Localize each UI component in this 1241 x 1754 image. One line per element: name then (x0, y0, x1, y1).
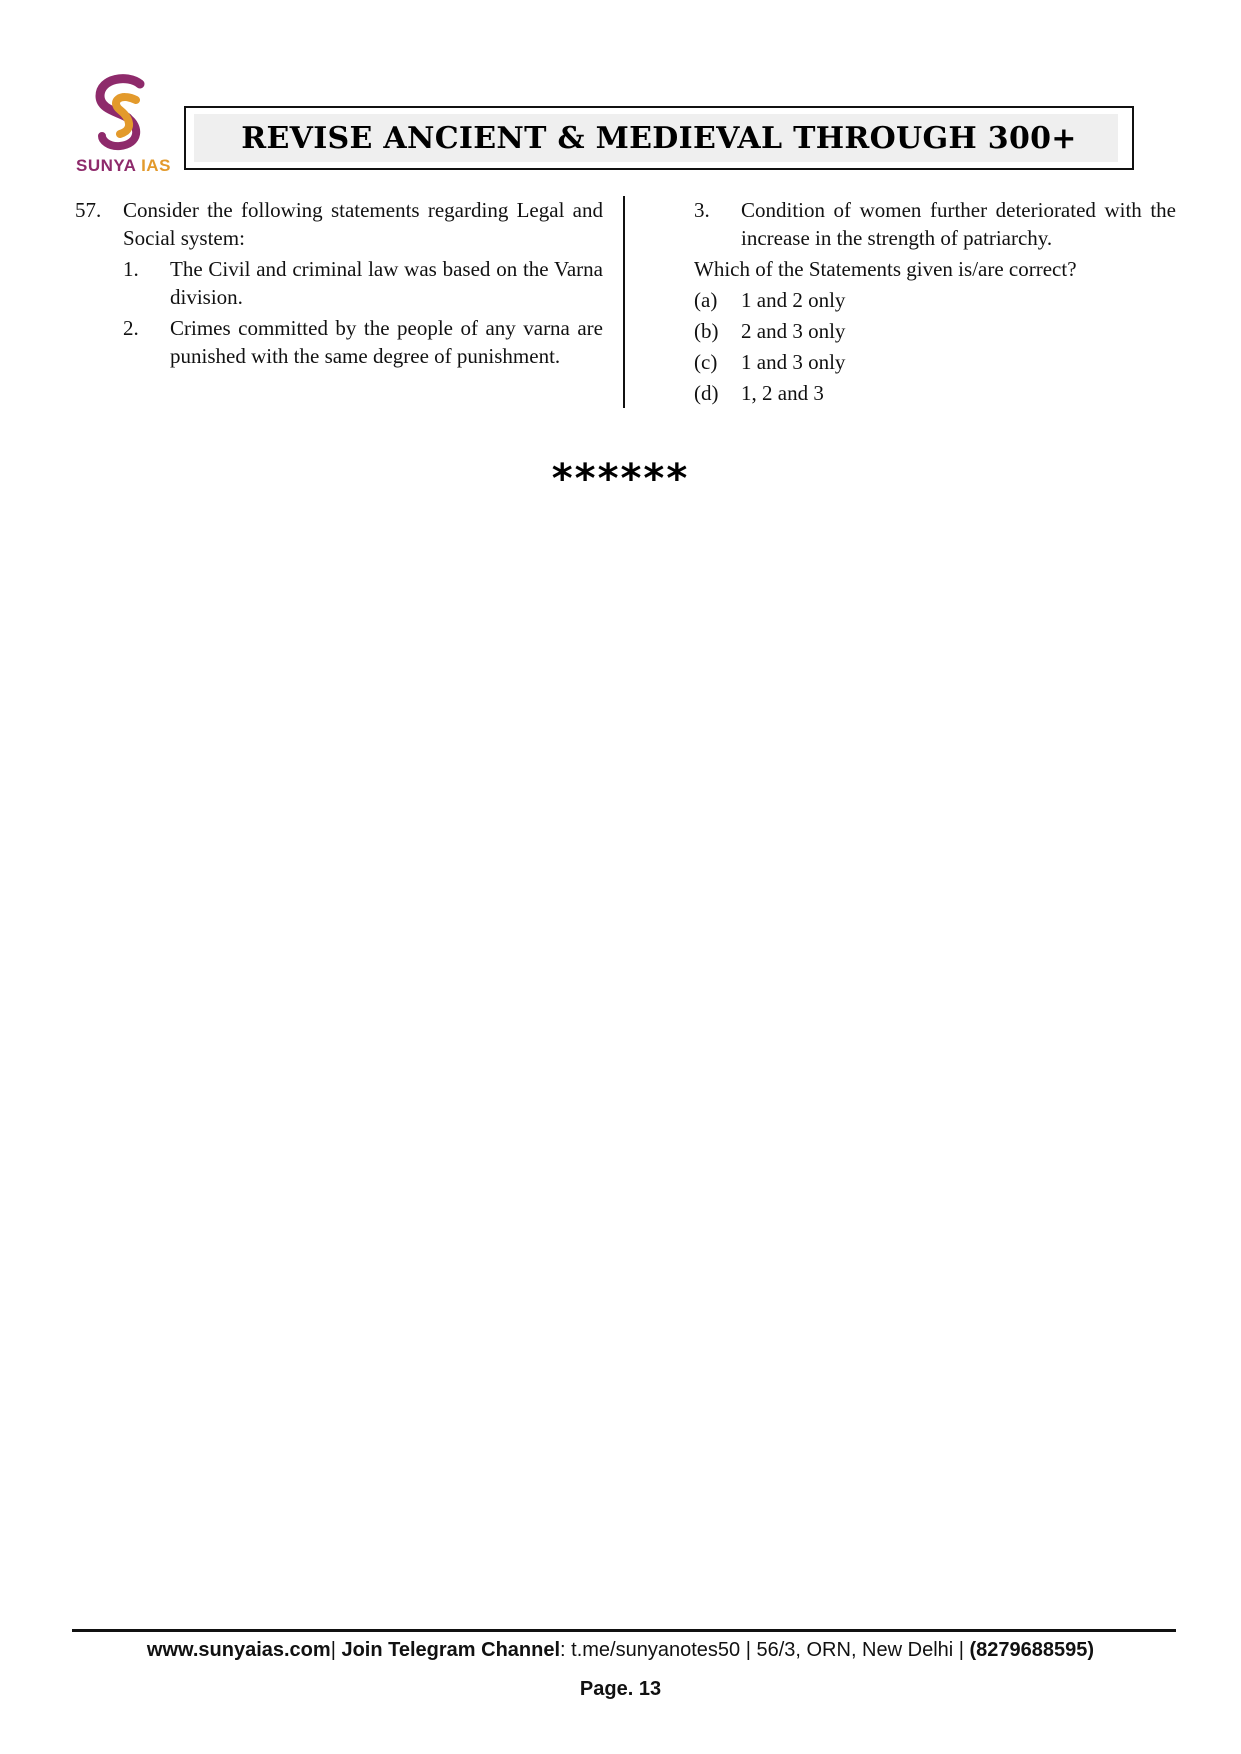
title-box (184, 106, 1134, 170)
logo-text (76, 156, 171, 176)
option-key: (c) (694, 350, 718, 374)
logo-sunya: SUNYA (76, 156, 136, 175)
footer-address: | 56/3, ORN, New Delhi | (740, 1639, 970, 1661)
option-text: 1, 2 and 3 (741, 381, 824, 405)
sunya-ias-logo (72, 74, 182, 178)
right-column (694, 196, 1176, 407)
option-text: 1 and 2 only (741, 288, 846, 312)
statement-number: 2. (123, 316, 139, 340)
question-prompt: Which of the Statements given is/are correct? (694, 257, 1077, 281)
statement-text: The Civil and criminal law was based on the Varna division. (170, 257, 603, 309)
statement-1 (75, 255, 603, 311)
option-key: (b) (694, 319, 719, 343)
option-text: 2 and 3 only (741, 319, 846, 343)
column-divider (623, 196, 625, 408)
question-number: 57. (75, 198, 102, 222)
statement-number: 3. (694, 198, 710, 222)
page-number: Page. 13 (579, 1678, 662, 1700)
footer-telegram-link[interactable]: t.me/sunyanotes50 (571, 1639, 741, 1661)
footer-contact (0, 1639, 1241, 1662)
footer-telegram-label: Join Telegram Channel (341, 1639, 561, 1661)
question-stem-row (75, 196, 603, 252)
option-b (694, 317, 1176, 345)
footer-separator: | (330, 1639, 342, 1661)
s-swirl-logo-icon (90, 74, 154, 154)
option-c (694, 348, 1176, 376)
statement-3 (694, 196, 1176, 252)
statement-number: 1. (123, 257, 139, 281)
left-column (75, 196, 603, 370)
statement-2 (75, 314, 603, 370)
option-d (694, 379, 1176, 407)
statement-text: Crimes committed by the people of any varna are punished with the same degree of punishment. (170, 316, 603, 368)
footer-colon: : (560, 1639, 572, 1661)
page-title: REVISE ANCIENT & MEDIEVAL THROUGH 300+ (241, 120, 1077, 156)
footer-rule (72, 1629, 1176, 1632)
statement-text: Condition of women further deteriorated with the increase in the strength of patriarchy. (741, 198, 1176, 250)
option-a (694, 286, 1176, 314)
logo-ias: IAS (141, 156, 171, 175)
option-key: (d) (694, 381, 719, 405)
option-text: 1 and 3 only (741, 350, 846, 374)
footer-website[interactable]: www.sunyaias.com (146, 1639, 331, 1661)
section-separator: ****** (551, 456, 690, 502)
footer-phone: (8279688595) (969, 1639, 1095, 1661)
option-key: (a) (694, 288, 718, 312)
question-stem: Consider the following statements regarding Legal and Social system: (123, 198, 603, 250)
